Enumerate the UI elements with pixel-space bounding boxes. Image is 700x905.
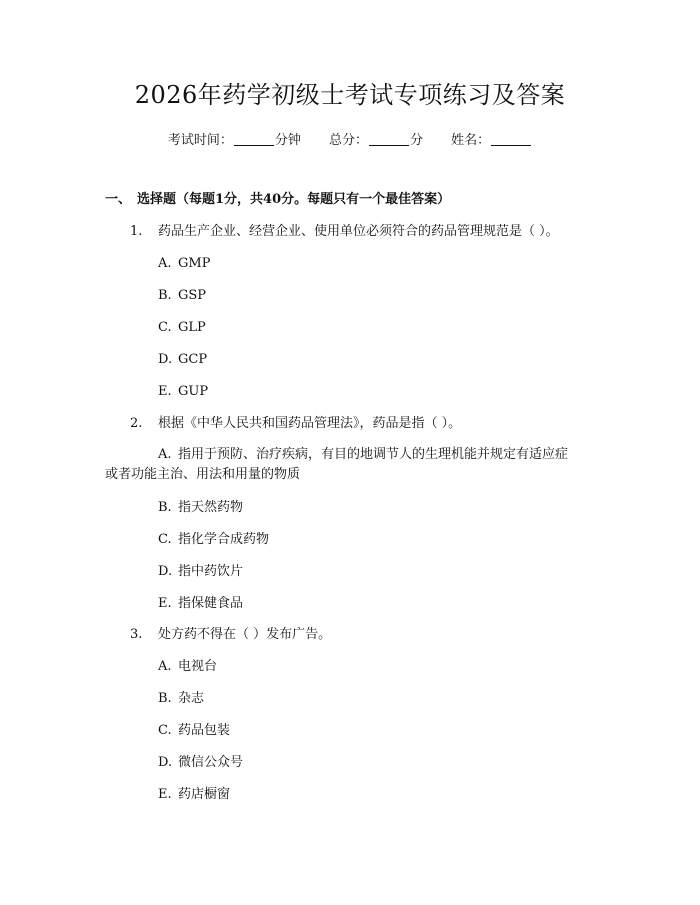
option-text: 杂志 — [178, 691, 205, 706]
option-1a — [158, 254, 210, 274]
time-blank — [234, 131, 274, 146]
time-field — [168, 131, 301, 151]
name-blank — [491, 131, 531, 146]
name-field — [451, 131, 532, 151]
question-2 — [130, 414, 461, 434]
option-text: 药品包装 — [178, 723, 231, 738]
option-letter: E. — [158, 384, 172, 399]
option-letter: B. — [158, 691, 172, 706]
option-2a — [105, 445, 597, 485]
option-3e — [158, 785, 230, 805]
option-text: GLP — [178, 320, 206, 335]
option-letter: A. — [158, 659, 172, 674]
option-letter: D. — [158, 564, 173, 579]
option-1b — [158, 286, 206, 306]
score-unit: 分 — [410, 133, 424, 148]
option-text: 指保健食品 — [178, 596, 244, 611]
option-text: 微信公众号 — [178, 755, 244, 770]
option-continuation: 或者功能主治、用法和用量的物质 — [105, 467, 301, 482]
option-2b — [158, 498, 243, 518]
option-text: GSP — [178, 288, 207, 303]
option-1c — [158, 318, 206, 338]
option-1e — [158, 382, 208, 402]
option-letter: A. — [158, 256, 172, 271]
option-2d — [158, 562, 243, 582]
option-letter: C. — [158, 320, 172, 335]
option-text: GMP — [178, 256, 211, 271]
question-1 — [130, 222, 559, 242]
option-text: 指天然药物 — [178, 500, 244, 515]
question-number: 1. — [130, 224, 143, 239]
name-label: 姓名： — [451, 133, 491, 148]
score-field — [329, 131, 423, 151]
option-text: GCP — [178, 352, 208, 367]
score-blank — [369, 131, 409, 146]
option-text: GUP — [178, 384, 209, 399]
option-text: 指化学合成药物 — [178, 532, 270, 547]
option-first-line — [105, 445, 597, 465]
question-stem: 根据《中华人民共和国药品管理法》，药品是指（ ）。 — [158, 416, 462, 431]
option-letter: D. — [158, 352, 173, 367]
option-3c — [158, 721, 230, 741]
option-letter: C. — [158, 532, 172, 547]
question-stem: 处方药不得在（ ）发布广告。 — [158, 627, 332, 642]
option-letter: E. — [158, 787, 172, 802]
option-1d — [158, 350, 207, 370]
option-text: 药店橱窗 — [178, 787, 231, 802]
section-heading — [105, 190, 450, 210]
option-text: 电视台 — [178, 659, 218, 674]
score-label: 总分： — [328, 133, 368, 148]
option-3b — [158, 689, 204, 709]
option-letter: B. — [158, 288, 172, 303]
question-number: 2. — [130, 416, 143, 431]
option-letter: E. — [158, 596, 172, 611]
option-text: 指用于预防、治疗疾病，有目的地调节人的生理机能并规定有适应症 — [178, 447, 569, 462]
option-letter: B. — [158, 500, 172, 515]
option-3d — [158, 753, 243, 773]
document-title: 2026年药学初级士考试专项练习及答案 — [134, 81, 566, 109]
time-label: 考试时间： — [167, 133, 233, 148]
question-stem: 药品生产企业、经营企业、使用单位必须符合的药品管理规范是（ ）。 — [158, 224, 559, 239]
question-3 — [130, 625, 331, 645]
option-2e — [158, 594, 243, 614]
exam-meta — [0, 131, 700, 151]
option-letter: A. — [158, 447, 172, 462]
option-letter: C. — [158, 723, 172, 738]
option-2c — [158, 530, 269, 550]
section-number: 一、 — [105, 192, 132, 207]
section-title: 选择题（每题1分，共40分。每题只有一个最佳答案） — [137, 192, 451, 207]
option-letter: D. — [158, 755, 173, 770]
option-text: 指中药饮片 — [178, 564, 244, 579]
option-3a — [158, 657, 217, 677]
question-number: 3. — [130, 627, 143, 642]
time-unit: 分钟 — [274, 133, 301, 148]
